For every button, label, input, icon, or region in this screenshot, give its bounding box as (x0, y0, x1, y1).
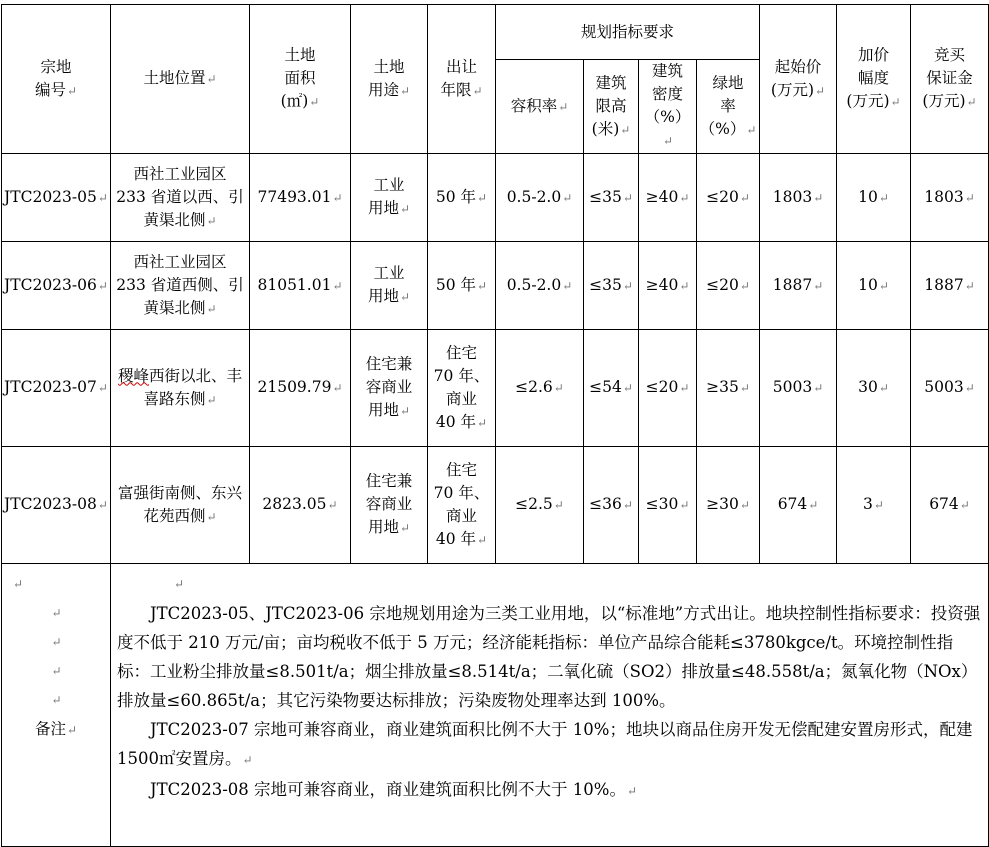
paragraph-mark: ↵ (873, 498, 884, 512)
paragraph-mark: ↵ (477, 190, 488, 205)
paragraph-mark: ↵ (332, 381, 343, 395)
remarks-body: ↵ JTC2023-05、JTC2023-06 宗地规划用途为三类工业用地，以“标准地”方式出让。地块控制性指标要求：投资强度不低于 210 万元/亩；亩均税收不低于 5 万元；经济能耗指标：单位产品综合能耗≤3780kgce/t。环境控制性指标：工业粉尘排放量≤8.501t/a；烟尘排放量≤8.514t/a；二氧化硫（SO2）排放量≤48.558t/a；氮氧化物（NOx）排放量≤60.865t/a；其它污染物要达标排放；污染废物处理率达到 100%。 JTC2023-07 宗地可兼容商业，商业建筑面积比例不大于 10%；地块以商品住房开发无偿配建安置房形式，配建 1500㎡安置房。↵ JTC2023-08 宗地可兼容商业，商业建筑面积比例不大于 10%。↵ (111, 564, 989, 847)
cell-area: 21509.79↵ (250, 330, 351, 447)
paragraph-mark: ↵ (815, 83, 826, 98)
paragraph-mark: ↵ (399, 521, 411, 535)
header-use: 土地 用途↵ (351, 5, 428, 154)
paragraph-mark: ↵ (679, 498, 690, 512)
paragraph-mark: ↵ (813, 190, 824, 205)
cell-green: ≤20↵ (697, 242, 760, 330)
cell-area: 77493.01↵ (250, 154, 351, 242)
cell-far: 0.5-2.0↵ (496, 154, 584, 242)
paragraph-mark: ↵ (97, 498, 108, 512)
paragraph-mark: ↵ (808, 498, 819, 512)
cell-deposit: 1803↵ (911, 154, 989, 242)
paragraph-mark: ↵ (746, 122, 757, 137)
paragraph-mark: ↵ (679, 278, 690, 293)
paragraph-mark: ↵ (206, 509, 217, 524)
paragraph-mark: ↵ (890, 95, 901, 109)
cell-deposit: 1887↵ (911, 242, 989, 330)
paragraph-mark: ↵ (399, 83, 411, 98)
paragraph-mark: ↵ (399, 404, 411, 418)
cell-use: 工业 用地↵ (351, 154, 428, 242)
cell-term: 50 年↵ (428, 242, 496, 330)
cell-lot: JTC2023-08↵ (2, 447, 111, 564)
paragraph-mark: ↵ (332, 190, 343, 205)
paragraph-mark: ↵ (878, 278, 889, 293)
paragraph-mark: ↵ (739, 278, 750, 293)
paragraph-mark: ↵ (878, 381, 889, 395)
cell-increment: 10↵ (837, 154, 911, 242)
cell-lot: JTC2023-06↵ (2, 242, 111, 330)
paragraph-mark: ↵ (206, 392, 217, 407)
paragraph-mark: ↵ (622, 190, 633, 205)
table-row (2, 242, 989, 330)
remarks-label: 备注↵ (34, 720, 78, 738)
paragraph-mark: ↵ (206, 301, 217, 316)
cell-lot: JTC2023-05↵ (2, 154, 111, 242)
header-far: 容积率↵ (496, 60, 584, 154)
cell-far: 0.5-2.0↵ (496, 242, 584, 330)
cell-density: ≤20↵ (639, 330, 697, 447)
cell-location: 稷峰西街以北、丰 喜路东侧↵ (111, 330, 250, 447)
cell-height: ≤35↵ (584, 154, 639, 242)
land-transfer-table (1, 4, 989, 847)
paragraph-mark: ↵ (309, 95, 320, 109)
paragraph-mark: ↵ (739, 381, 750, 395)
paragraph-mark: ↵ (97, 190, 108, 205)
paragraph-mark: ↵ (662, 134, 674, 148)
paragraph-mark: ↵ (620, 122, 631, 137)
location-rest: 西街以北、丰 (149, 366, 243, 385)
header-green: 绿地 率 （%）↵ (697, 60, 760, 154)
cell-location: 西社工业园区 233 省道以西、引 黄渠北侧↵ (111, 154, 250, 242)
paragraph-mark: ↵ (477, 278, 488, 293)
cell-height: ≤54↵ (584, 330, 639, 447)
paragraph-mark: ↵ (206, 72, 217, 86)
paragraph-mark: ↵ (97, 381, 108, 395)
remark-paragraph: JTC2023-08 宗地可兼容商业，商业建筑面积比例不大于 10%。↵ (150, 780, 638, 799)
cell-increment: 10↵ (837, 242, 911, 330)
cell-term: 50 年↵ (428, 154, 496, 242)
table-row (2, 330, 989, 447)
cell-density: ≥40↵ (639, 154, 697, 242)
paragraph-mark: ↵ (964, 381, 975, 395)
cell-location: 富强街南侧、东兴 花苑西侧↵ (111, 447, 250, 564)
table-row (2, 154, 989, 242)
cell-start-price: 674↵ (760, 447, 837, 564)
cell-increment: 3↵ (837, 447, 911, 564)
header-deposit: 竞买 保证金 (万元)↵ (911, 5, 989, 154)
cell-area: 2823.05↵ (250, 447, 351, 564)
paragraph-mark: ↵ (553, 498, 564, 512)
paragraph-mark: ↵ (964, 278, 975, 293)
paragraph-mark: ↵ (622, 381, 633, 395)
cell-increment: 30↵ (837, 330, 911, 447)
paragraph-mark: ↵ (679, 190, 690, 205)
cell-far: ≤2.5↵ (496, 447, 584, 564)
header-term: 出让 年限↵ (428, 5, 496, 154)
paragraph-mark: ↵ (558, 99, 569, 114)
paragraph-mark: ↵ (206, 213, 217, 228)
paragraph-mark: ↵ (964, 190, 975, 205)
cell-green: ≥30↵ (697, 447, 760, 564)
paragraph-mark: ↵ (813, 278, 824, 293)
header-start-price: 起始价 (万元)↵ (760, 5, 837, 154)
cell-start-price: 5003↵ (760, 330, 837, 447)
paragraph-mark: ↵ (959, 498, 970, 512)
cell-green: ≥35↵ (697, 330, 760, 447)
header-area: 土地 面积 (㎡)↵ (250, 5, 351, 154)
cell-height: ≤35↵ (584, 242, 639, 330)
paragraph-mark: ↵ (739, 498, 750, 512)
cell-term: 住宅 70 年、 商业 40 年↵ (428, 330, 496, 447)
paragraph-mark: ↵ (679, 381, 690, 395)
paragraph-mark: ↵ (399, 202, 411, 216)
cell-location: 西社工业园区 233 省道西侧、引 黄渠北侧↵ (111, 242, 250, 330)
cell-use: 住宅兼 容商业 用地↵ (351, 330, 428, 447)
cell-use: 工业 用地↵ (351, 242, 428, 330)
paragraph-mark: ↵ (477, 415, 488, 430)
cell-term: 住宅 70 年、 商业 40 年↵ (428, 447, 496, 564)
cell-density: ≥40↵ (639, 242, 697, 330)
cell-area: 81051.01↵ (250, 242, 351, 330)
paragraph-mark: ↵ (966, 95, 977, 109)
paragraph-mark: ↵ (332, 278, 343, 293)
paragraph-mark: ↵ (562, 278, 573, 293)
cell-lot: JTC2023-07↵ (2, 330, 111, 447)
cell-green: ≤20↵ (697, 154, 760, 242)
cell-start-price: 1803↵ (760, 154, 837, 242)
header-lot-no: 宗地 编号↵ (2, 5, 111, 154)
paragraph-mark: ↵ (622, 498, 633, 512)
remarks-label-cell: ↵ ↵ ↵ ↵ ↵ 备注↵ (2, 564, 111, 847)
cell-deposit: 674↵ (911, 447, 989, 564)
cell-height: ≤36↵ (584, 447, 639, 564)
remark-paragraph: JTC2023-07 宗地可兼容商业，商业建筑面积比例不大于 10%；地块以商品住房开发无偿配建安置房形式，配建 1500㎡安置房。↵ (117, 720, 973, 768)
paragraph-mark: ↵ (399, 290, 411, 304)
paragraph-mark: ↵ (553, 381, 564, 395)
paragraph-mark: ↵ (472, 83, 483, 98)
paragraph-mark: ↵ (562, 190, 573, 205)
spellcheck-underline: 稷峰 (117, 366, 149, 385)
cell-far: ≤2.6↵ (496, 330, 584, 447)
header-location: 土地位置↵ (111, 5, 250, 154)
remarks-row (2, 564, 989, 847)
cell-deposit: 5003↵ (911, 330, 989, 447)
table-row (2, 447, 989, 564)
header-density: 建筑 密度 （%）↵ (639, 60, 697, 154)
paragraph-mark: ↵ (66, 83, 78, 98)
cell-use: 住宅兼 容商业 用地↵ (351, 447, 428, 564)
paragraph-mark: ↵ (477, 532, 488, 547)
paragraph-mark: ↵ (97, 278, 108, 293)
header-planning: 规划指标要求 (496, 5, 760, 60)
cell-density: ≤30↵ (639, 447, 697, 564)
remark-paragraph: JTC2023-05、JTC2023-06 宗地规划用途为三类工业用地，以“标准地”方式出让。地块控制性指标要求：投资强度不低于 210 万元/亩；亩均税收不低于 5 万元；经济能耗指标：单位产品综合能耗≤3780kgce/t。环境控制性指标：工业粉尘排放量≤8.501t/a；烟尘排放量≤8.514t/a；二氧化硫（SO2）排放量≤48.558t/a；氮氧化物（NOx）排放量≤60.865t/a；其它污染物要达标排放；污染废物处理率达到 100%。 (117, 604, 981, 710)
paragraph-mark: ↵ (878, 190, 889, 205)
header-increment: 加价 幅度 (万元)↵ (837, 5, 911, 154)
paragraph-mark: ↵ (739, 190, 750, 205)
paragraph-mark: ↵ (622, 278, 633, 293)
paragraph-mark: ↵ (327, 498, 338, 512)
paragraph-mark: ↵ (813, 381, 824, 395)
header-height: 建筑 限高 (米)↵ (584, 60, 639, 154)
cell-start-price: 1887↵ (760, 242, 837, 330)
